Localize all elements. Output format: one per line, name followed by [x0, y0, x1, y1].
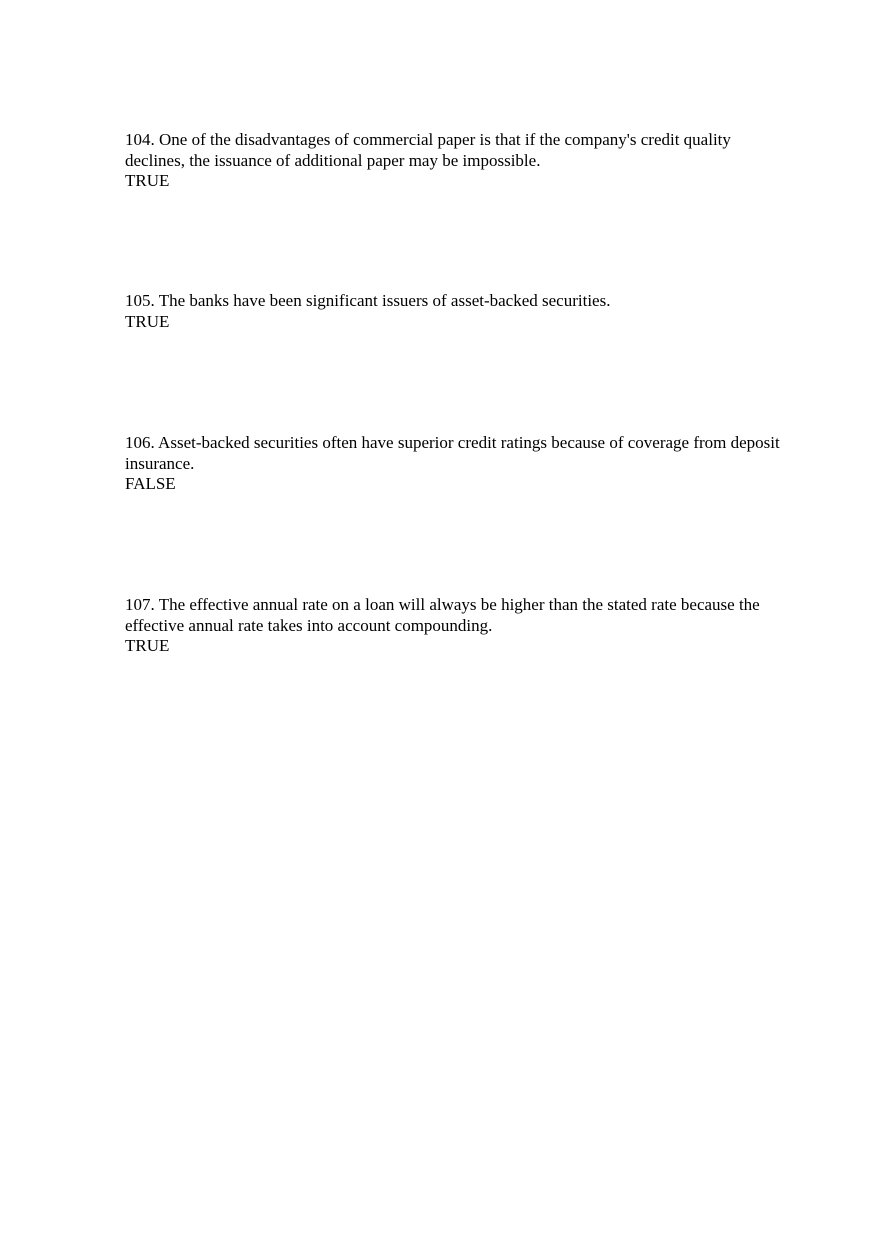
- question-answer: TRUE: [125, 311, 170, 331]
- question-106: [125, 433, 785, 495]
- question-answer: TRUE: [125, 636, 170, 655]
- question-105: [125, 291, 785, 332]
- question-answer: TRUE: [125, 171, 170, 190]
- question-104: [125, 130, 785, 192]
- question-answer: FALSE: [125, 474, 176, 493]
- question-text: 106. Asset-backed securities often have superior credit ratings because of coverage from deposit insurance.: [125, 433, 780, 473]
- question-107: [125, 595, 785, 657]
- question-text: 104. One of the disadvantages of commercial paper is that if the company's credit quality declines, the issuance of additional paper may be impossible.: [125, 130, 731, 170]
- question-text: 107. The effective annual rate on a loan will always be higher than the stated rate because the effective annual rate takes into account compounding.: [125, 595, 760, 635]
- question-text: 105. The banks have been significant issuers of asset-backed securities.: [125, 291, 611, 310]
